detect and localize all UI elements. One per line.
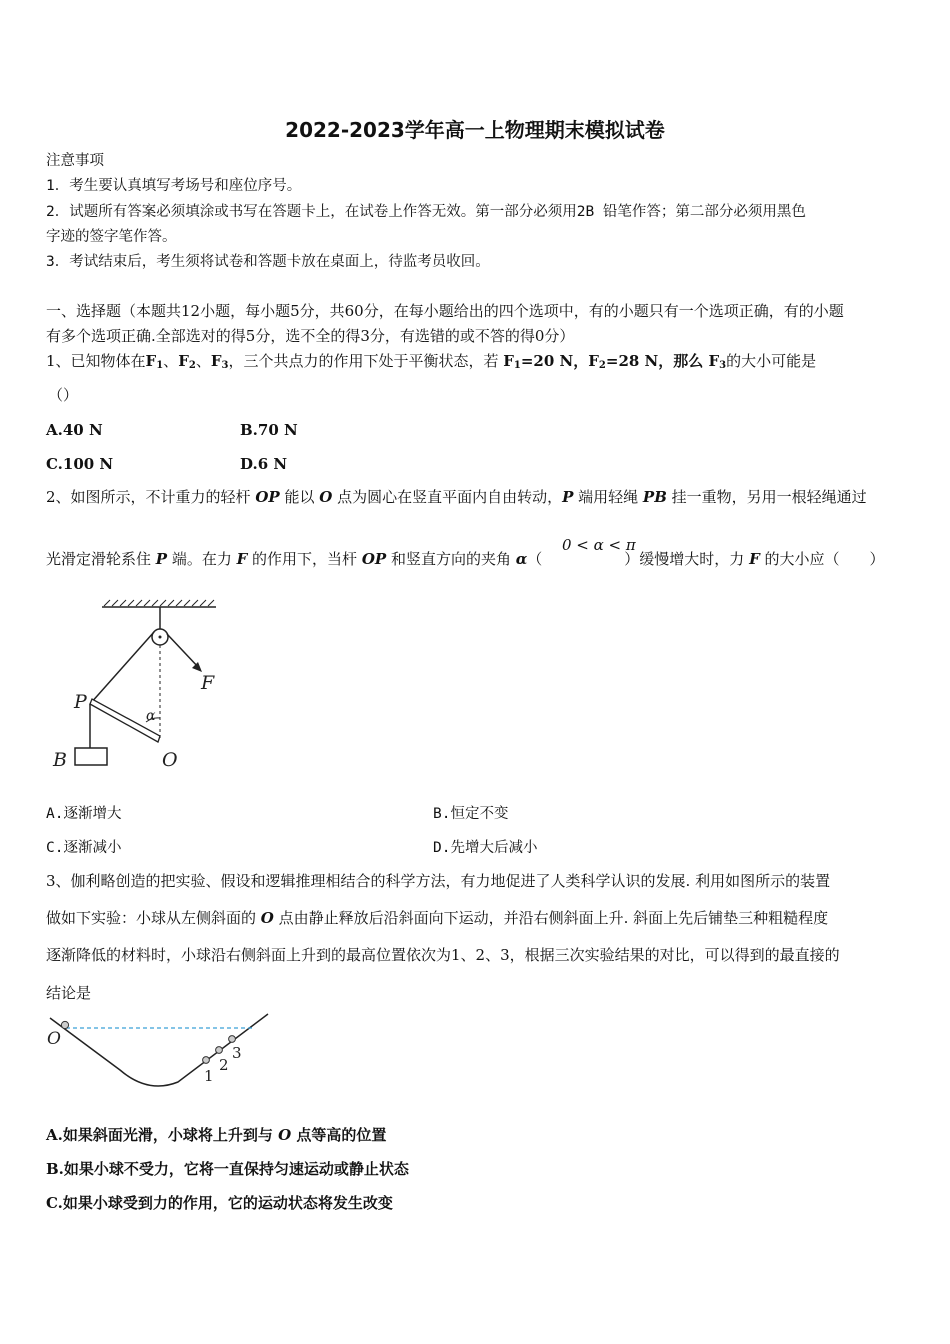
notice-item-3: 3．考试结束后，考生须将试卷和答题卡放在桌面上，待监考员收回。: [46, 254, 490, 270]
label-3: 3: [232, 1044, 242, 1062]
question-3-stem-line-1: 3、伽利略创造的把实验、假设和逻辑推理相结合的科学方法，有力地促进了人类科学认识的发展. 利用如图所示的装置: [46, 872, 831, 890]
weight-block: [75, 748, 107, 765]
angle-range-formula: 0 < α < π: [562, 536, 636, 554]
q2-option-d[interactable]: D.先增大后减小: [433, 840, 538, 856]
question-3-stem-line-4: 结论是: [46, 984, 92, 1002]
label-b: B: [53, 749, 67, 771]
q2-option-c[interactable]: C.逐渐减小: [46, 840, 122, 856]
question-2-stem-line-1: 2、如图所示，不计重力的轻杆 OP 能以 O 点为圆心在竖直平面内自由转动，P 端用轻绳 PB 挂一重物，另用一根轻绳通过: [46, 488, 867, 506]
force-arrow: [167, 634, 200, 669]
label-o: O: [47, 1029, 61, 1049]
question-3-stem-line-3: 逐渐降低的材料时，小球沿右侧斜面上升到的最高位置依次为1、2、3，根据三次实验结果的对比，可以得到的最直接的: [46, 946, 840, 964]
question-2-stem-line-2: 光滑定滑轮系住 P 端。在力 F 的作用下，当杆 OP 和竖直方向的夹角 α（ ）缓慢增大时，力 F 的大小应（ ）: [46, 550, 885, 568]
label-1: 1: [204, 1067, 214, 1085]
q1-option-b[interactable]: B.70 N: [240, 421, 298, 439]
label-f: F: [201, 672, 215, 694]
lever-pulley-diagram: [40, 592, 260, 782]
section-heading-line-1: 一、选择题（本题共12小题，每小题5分，共60分，在每小题给出的四个选项中，有的小题只有一个选项正确，有的小题: [46, 302, 844, 320]
ball-position-3-icon: [229, 1036, 236, 1043]
label-2: 2: [219, 1056, 229, 1074]
rope-to-p: [90, 632, 154, 704]
page-title: 2022-2023学年高一上物理期末模拟试卷: [285, 118, 665, 142]
q2-option-b[interactable]: B.恒定不变: [433, 806, 509, 822]
q1-option-d[interactable]: D.6 N: [240, 455, 288, 473]
ball-position-2-icon: [216, 1047, 223, 1054]
label-alpha: α: [146, 708, 156, 724]
q3-option-a[interactable]: A.如果斜面光滑，小球将上升到与 O 点等高的位置: [46, 1126, 387, 1144]
notice-item-1: 1．考生要认真填写考场号和座位序号。: [46, 178, 302, 194]
q2-option-a[interactable]: A.逐渐增大: [46, 806, 122, 822]
ceiling-hatching: [104, 600, 214, 606]
ball-position-1-icon: [203, 1057, 210, 1064]
question-3-stem-line-2: 做如下实验：小球从左侧斜面的 O 点由静止释放后沿斜面向下运动，并沿右侧斜面上升. 斜面上先后铺垫三种粗糙程度: [46, 909, 829, 927]
section-heading-line-2: 有多个选项正确.全部选对的得5分，选不全的得3分，有选错的或不答的得0分）: [46, 327, 575, 345]
incline-experiment-diagram: [40, 1010, 280, 1100]
q3-option-b[interactable]: B.如果小球不受力，它将一直保持匀速运动或静止状态: [46, 1160, 409, 1178]
notice-heading: 注意事项: [46, 153, 104, 169]
question-1-stem: 1、已知物体在$F_1$、$F_2$、$F_3$，三个共点力的作用下处于平衡状态，若 $F_1=20$ N，$F_2=28$ N，那么 $F_3$的大小可能是: [46, 352, 817, 371]
q3-option-c[interactable]: C.如果小球受到力的作用，它的运动状态将发生改变: [46, 1194, 393, 1212]
notice-item-2: 2．试题所有答案必须填涂或书写在答题卡上，在试卷上作答无效。第一部分必须用2B 铅笔作答；第二部分必须用黑色: [46, 204, 806, 220]
q1-option-c[interactable]: C.100 N: [46, 455, 114, 473]
label-o: O: [162, 749, 178, 771]
label-p: P: [74, 691, 87, 713]
question-1-answer-paren: （）: [48, 386, 79, 404]
q1-option-a[interactable]: A.40 N: [46, 421, 103, 439]
ball-start-icon: [61, 1021, 68, 1028]
notice-item-2-cont: 字迹的签字笔作答。: [46, 229, 177, 245]
